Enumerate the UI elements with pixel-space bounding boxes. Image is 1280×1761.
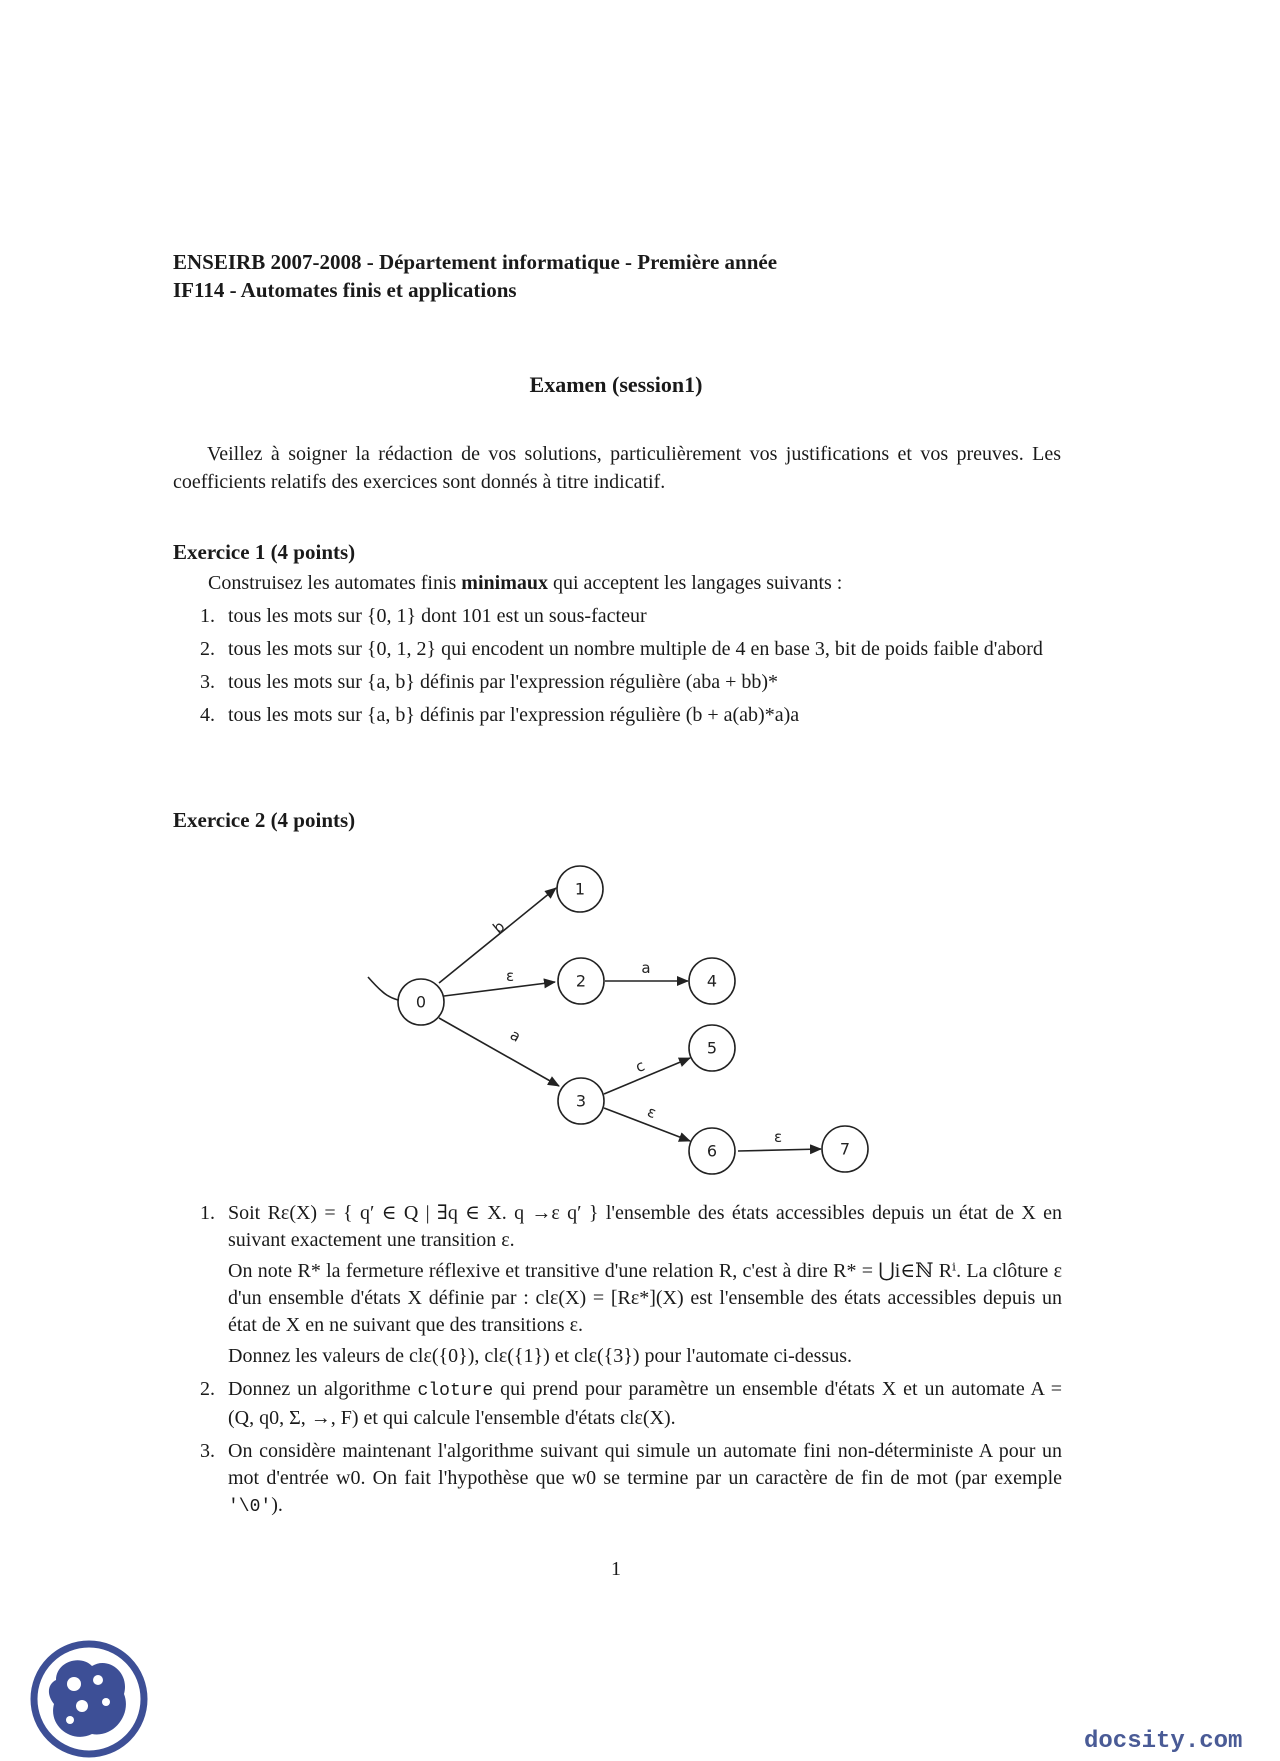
header-line-2: IF114 - Automates finis et applications bbox=[173, 278, 517, 302]
lead-text-bold: minimaux bbox=[461, 572, 548, 594]
list-item bbox=[200, 1376, 1062, 1432]
header-line-1: ENSEIRB 2007-2008 - Département informatique - Première année bbox=[173, 250, 778, 274]
state-label-7: 7 bbox=[839, 1139, 851, 1159]
item-text: On considère maintenant l'algorithme suivant qui simule un automate fini non-déterministe A pour un mot d'entrée w0. On fait l'hypothèse que w0 se termine par un caractère de fin de mot (par exemple bbox=[228, 1440, 1062, 1489]
item-number: 3. bbox=[200, 1440, 215, 1462]
list-item bbox=[200, 1200, 1062, 1370]
item-text: tous les mots sur {a, b} définis par l'expression régulière (aba + bb)* bbox=[228, 671, 779, 693]
state-label-2: 2 bbox=[575, 971, 587, 991]
item-paragraph: Soit Rε(X) = { q′ ∈ Q | ∃q ∈ X. q →ε q′ } l'ensemble des états accessibles depuis un état de X en suivant exactement une transition ε. bbox=[228, 1202, 1062, 1251]
item-number: 4. bbox=[200, 704, 215, 726]
edge-0-2 bbox=[444, 982, 555, 996]
lead-text-before: Construisez les automates finis bbox=[208, 572, 457, 594]
edge-label-0-1: b bbox=[489, 917, 509, 938]
list-item bbox=[200, 669, 1062, 696]
lead-text-after: qui acceptent les langages suivants : bbox=[552, 572, 843, 594]
state-label-5: 5 bbox=[706, 1038, 718, 1058]
end-char-code: '\0' bbox=[228, 1497, 272, 1517]
state-label-6: 6 bbox=[706, 1141, 718, 1161]
algorithm-name: cloture bbox=[417, 1381, 494, 1401]
item-text: tous les mots sur {a, b} définis par l'expression régulière (b + a(ab)*a)a bbox=[228, 704, 800, 726]
state-label-3: 3 bbox=[575, 1091, 587, 1111]
automaton-diagram bbox=[360, 855, 880, 1185]
exam-title: Examen (session1) bbox=[529, 372, 703, 397]
docsity-watermark: docsity.com bbox=[1084, 1728, 1243, 1755]
edge-6-7 bbox=[738, 1149, 821, 1151]
intro-paragraph: Veillez à soigner la rédaction de vos solutions, particulièrement vos justifications et vos preuves. Les coefficients relatifs des exercices sont donnés à titre indicatif. bbox=[173, 443, 1061, 493]
item-number: 2. bbox=[200, 638, 215, 660]
exercise-1-heading: Exercice 1 (4 points) bbox=[173, 540, 356, 564]
edge-label-2-4: a bbox=[641, 959, 651, 977]
item-paragraph: On note R* la fermeture réflexive et transitive d'une relation R, c'est à dire R* = ⋃i∈ℕ Rⁱ. La clôture ε d'un ensemble d'états X définie par : clε(X) = [Rε*](X) est l'ensemble des états accessibles depuis un état de X en ne suivant que des transitions ε. bbox=[228, 1260, 1062, 1336]
state-label-1: 1 bbox=[574, 879, 586, 899]
item-paragraph: Donnez les valeurs de clε({0}), clε({1}) et clε({3}) pour l'automate ci-dessus. bbox=[228, 1345, 852, 1367]
list-item bbox=[200, 636, 1062, 663]
exercise-2-heading: Exercice 2 (4 points) bbox=[173, 808, 356, 832]
edge-3-5 bbox=[604, 1058, 690, 1094]
item-number: 1. bbox=[200, 605, 215, 627]
list-item bbox=[200, 603, 1062, 630]
item-text: qui prend pour paramètre un ensemble d'états X et un automate A = (Q, q0, Σ, →, F) et qui calcule l'ensemble d'états clε(X). bbox=[228, 1378, 1063, 1429]
edge-0-1 bbox=[439, 888, 556, 983]
list-item bbox=[200, 1438, 1062, 1521]
item-number: 3. bbox=[200, 671, 215, 693]
edge-label-0-2: ε bbox=[505, 967, 515, 985]
item-number: 1. bbox=[200, 1202, 215, 1224]
item-text: tous les mots sur {0, 1} dont 101 est un sous-facteur bbox=[228, 605, 647, 627]
edge-0-3 bbox=[439, 1018, 559, 1086]
edge-label-0-3: a bbox=[507, 1025, 524, 1046]
document-header bbox=[173, 248, 777, 304]
item-text: Donnez un algorithme bbox=[228, 1378, 411, 1400]
edge-label-3-5: c bbox=[632, 1056, 648, 1077]
exercise-2-list bbox=[200, 1200, 1062, 1527]
state-label-0: 0 bbox=[415, 992, 427, 1012]
item-text: tous les mots sur {0, 1, 2} qui encodent un nombre multiple de 4 en base 3, bit de poids faible d'abord bbox=[228, 638, 1043, 660]
list-item bbox=[200, 702, 1062, 729]
page-number: 1 bbox=[611, 1558, 621, 1580]
exercise-1-list bbox=[200, 603, 1062, 735]
exercise-1-lead bbox=[208, 572, 842, 595]
item-number: 2. bbox=[200, 1378, 215, 1400]
edge-label-6-7: ε bbox=[773, 1128, 783, 1146]
edge-label-3-6: ε bbox=[644, 1102, 659, 1123]
state-label-4: 4 bbox=[706, 971, 718, 991]
docsity-logo-icon bbox=[30, 1640, 148, 1758]
item-text: ). bbox=[271, 1494, 283, 1516]
